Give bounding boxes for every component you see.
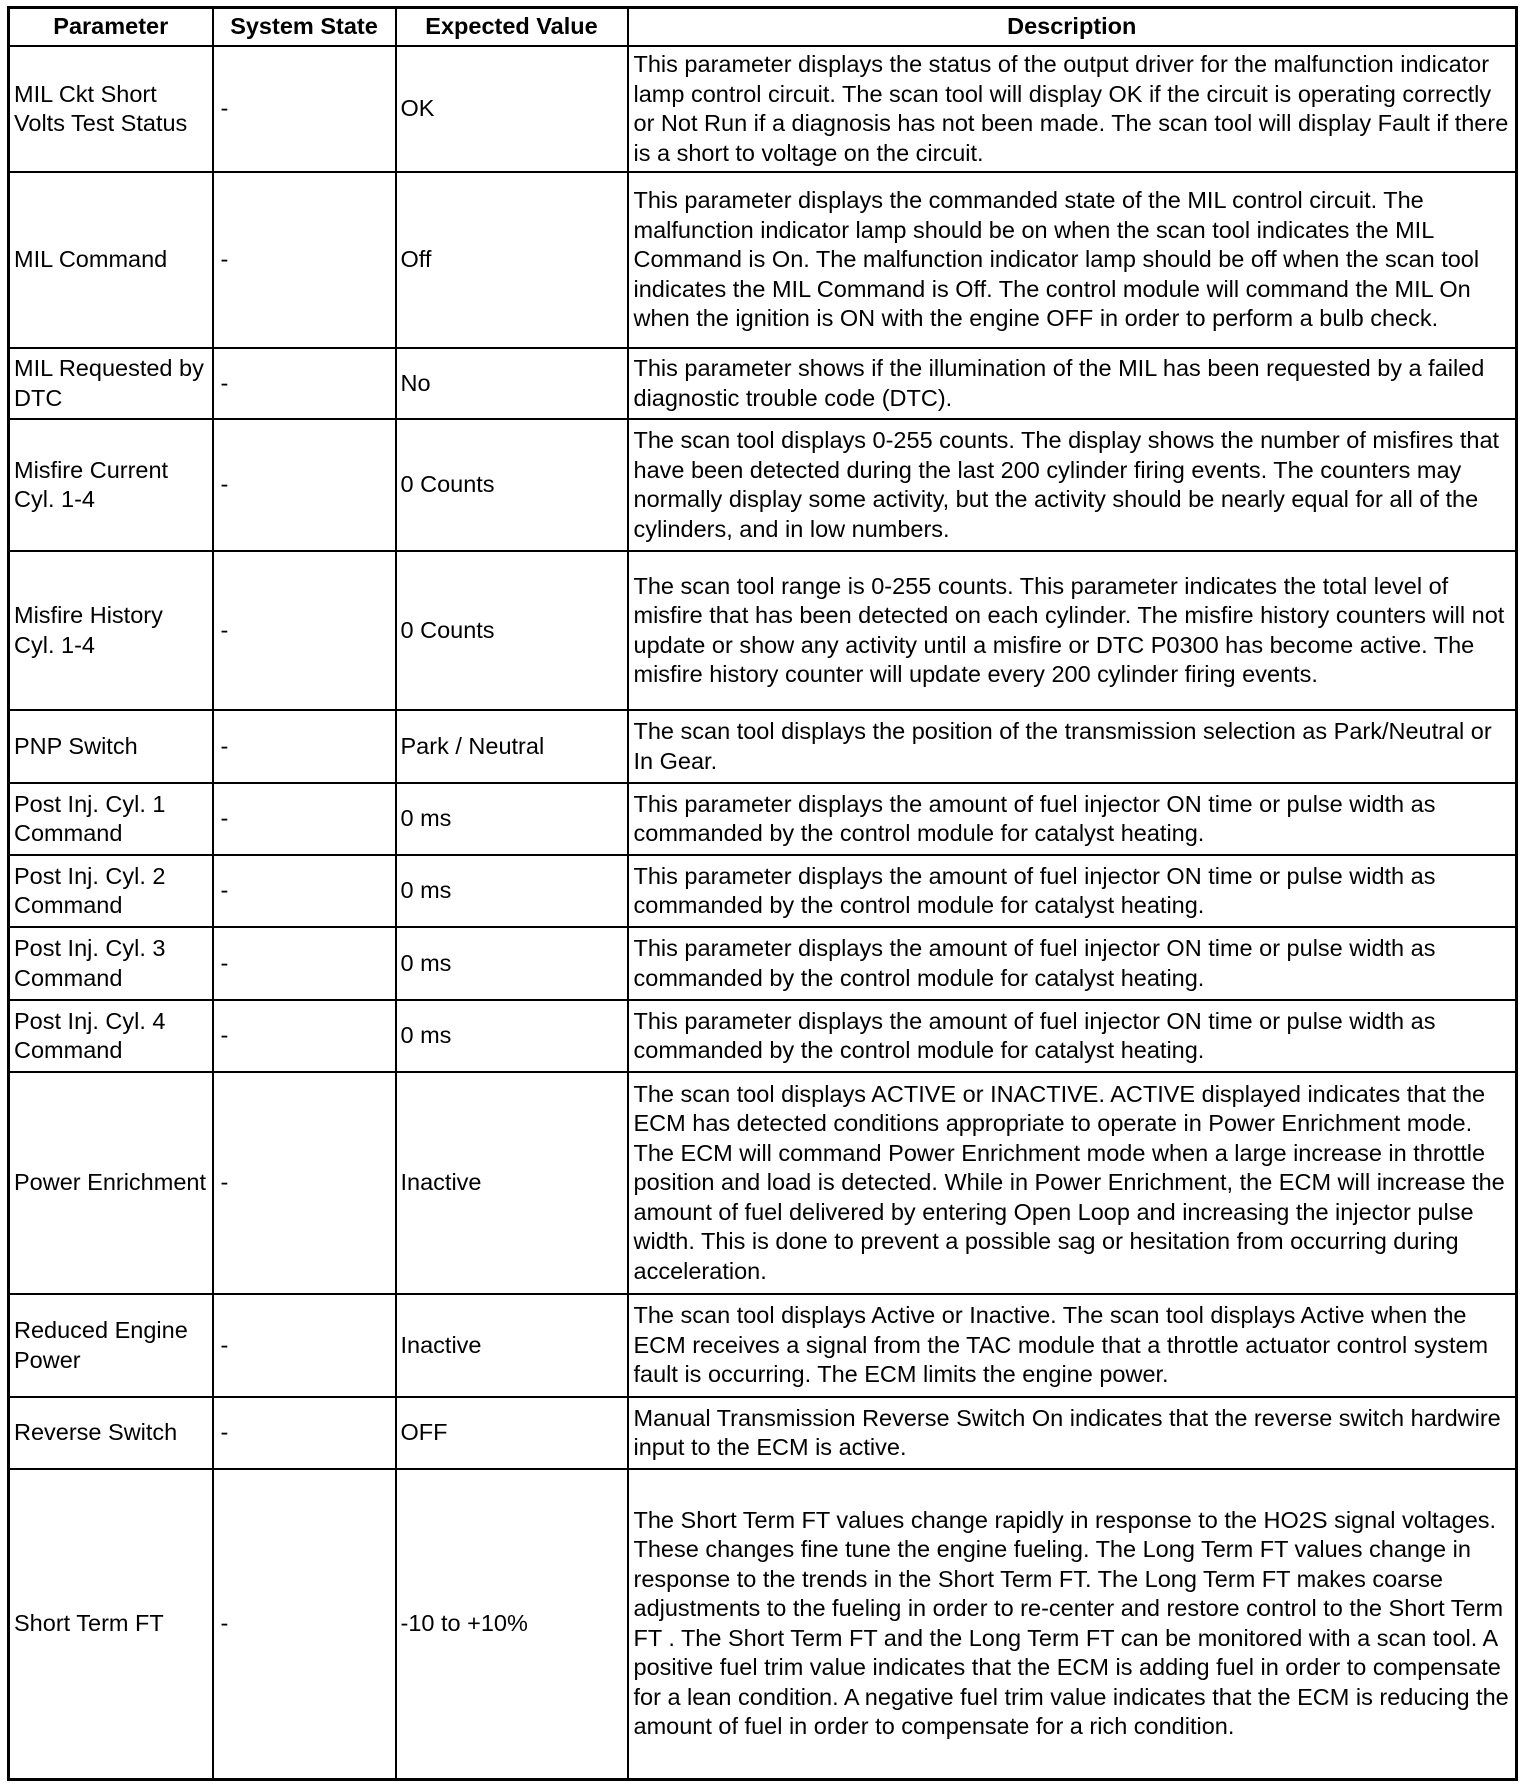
parameter-cell: MIL Requested by DTC [9,348,213,419]
expected-value-cell: Off [396,172,628,348]
expected-value-cell: No [396,348,628,419]
parameter-table-container [7,6,1515,1781]
parameter-cell: Post Inj. Cyl. 2 Command [9,855,213,927]
expected-value-cell: 0 Counts [396,419,628,551]
system-state-cell: - [213,172,396,348]
table-row [9,172,1517,348]
system-state-cell: - [213,1000,396,1072]
parameter-cell: Reverse Switch [9,1397,213,1469]
parameter-cell: PNP Switch [9,710,213,783]
table-row [9,855,1517,927]
table-row [9,46,1517,172]
system-state-cell: - [213,551,396,710]
header-description: Description [628,8,1517,47]
system-state-cell: - [213,419,396,551]
table-header [9,8,1517,47]
system-state-cell: - [213,1072,396,1294]
system-state-cell: - [213,1397,396,1469]
table-row [9,419,1517,551]
system-state-cell: - [213,348,396,419]
expected-value-cell: OFF [396,1397,628,1469]
description-cell: Manual Transmission Reverse Switch On indicates that the reverse switch hardwire input to the ECM is active. [628,1397,1517,1469]
expected-value-cell: OK [396,46,628,172]
parameter-cell: MIL Command [9,172,213,348]
expected-value-cell: Park / Neutral [396,710,628,783]
table-row [9,1000,1517,1072]
table-row [9,348,1517,419]
table-row [9,783,1517,855]
system-state-cell: - [213,855,396,927]
expected-value-cell: 0 ms [396,1000,628,1072]
table-row [9,551,1517,710]
expected-value-cell: 0 ms [396,927,628,1000]
description-cell: This parameter displays the status of the output driver for the malfunction indicator lamp control circuit. The scan tool will display OK if the circuit is operating correctly or Not Run if a diagnosis has not been made. The scan tool will display Fault if there is a short to voltage on the circuit. [628,46,1517,172]
table-row [9,1397,1517,1469]
table-row [9,710,1517,783]
header-row [9,8,1517,47]
table-body [9,46,1517,1779]
table-row [9,1469,1517,1779]
description-cell: This parameter displays the amount of fuel injector ON time or pulse width as commanded by the control module for catalyst heating. [628,1000,1517,1072]
parameter-cell: Misfire History Cyl. 1-4 [9,551,213,710]
description-cell: This parameter shows if the illumination of the MIL has been requested by a failed diagnostic trouble code (DTC). [628,348,1517,419]
header-parameter: Parameter [9,8,213,47]
expected-value-cell: Inactive [396,1294,628,1397]
system-state-cell: - [213,1469,396,1779]
description-cell: The Short Term FT values change rapidly in response to the HO2S signal voltages. These changes fine tune the engine fueling. The Long Term FT values change in response to the trends in the Short Term FT. The Long Term FT makes coarse adjustments to the fueling in order to re-center and restore control to the Short Term FT . The Short Term FT and the Long Term FT can be monitored with a scan tool. A positive fuel trim value indicates that the ECM is adding fuel in order to compensate for a lean condition. A negative fuel trim value indicates that the ECM is reducing the amount of fuel in order to compensate for a rich condition. [628,1469,1517,1779]
parameter-cell: Short Term FT [9,1469,213,1779]
expected-value-cell: 0 ms [396,855,628,927]
description-cell: This parameter displays the commanded state of the MIL control circuit. The malfunction indicator lamp should be on when the scan tool indicates the MIL Command is On. The malfunction indicator lamp should be off when the scan tool indicates the MIL Command is Off. The control module will command the MIL On when the ignition is ON with the engine OFF in order to perform a bulb check. [628,172,1517,348]
system-state-cell: - [213,927,396,1000]
description-cell: This parameter displays the amount of fuel injector ON time or pulse width as commanded by the control module for catalyst heating. [628,855,1517,927]
expected-value-cell: 0 ms [396,783,628,855]
table-row [9,927,1517,1000]
header-expected-value: Expected Value [396,8,628,47]
header-system-state: System State [213,8,396,47]
description-cell: This parameter displays the amount of fuel injector ON time or pulse width as commanded by the control module for catalyst heating. [628,927,1517,1000]
parameter-cell: Misfire Current Cyl. 1-4 [9,419,213,551]
description-cell: The scan tool range is 0-255 counts. This parameter indicates the total level of misfire that has been detected on each cylinder. The misfire history counters will not update or show any activity until a misfire or DTC P0300 has become active. The misfire history counter will update every 200 cylinder firing events. [628,551,1517,710]
parameter-cell: Post Inj. Cyl. 1 Command [9,783,213,855]
system-state-cell: - [213,46,396,172]
expected-value-cell: 0 Counts [396,551,628,710]
table-row [9,1072,1517,1294]
expected-value-cell: Inactive [396,1072,628,1294]
system-state-cell: - [213,710,396,783]
parameter-table [7,6,1518,1781]
system-state-cell: - [213,783,396,855]
table-row [9,1294,1517,1397]
description-cell: The scan tool displays 0-255 counts. The display shows the number of misfires that have been detected during the last 200 cylinder firing events. The counters may normally display some activity, but the activity should be nearly equal for all of the cylinders, and in low numbers. [628,419,1517,551]
parameter-cell: Post Inj. Cyl. 4 Command [9,1000,213,1072]
description-cell: This parameter displays the amount of fuel injector ON time or pulse width as commanded by the control module for catalyst heating. [628,783,1517,855]
parameter-cell: Post Inj. Cyl. 3 Command [9,927,213,1000]
system-state-cell: - [213,1294,396,1397]
parameter-cell: Reduced Engine Power [9,1294,213,1397]
parameter-cell: Power Enrichment [9,1072,213,1294]
description-cell: The scan tool displays the position of the transmission selection as Park/Neutral or In Gear. [628,710,1517,783]
description-cell: The scan tool displays Active or Inactive. The scan tool displays Active when the ECM receives a signal from the TAC module that a throttle actuator control system fault is occurring. The ECM limits the engine power. [628,1294,1517,1397]
expected-value-cell: -10 to +10% [396,1469,628,1779]
parameter-cell: MIL Ckt Short Volts Test Status [9,46,213,172]
description-cell: The scan tool displays ACTIVE or INACTIVE. ACTIVE displayed indicates that the ECM has detected conditions appropriate to operate in Power Enrichment mode. The ECM will command Power Enrichment mode when a large increase in throttle position and load is detected. While in Power Enrichment, the ECM will increase the amount of fuel delivered by entering Open Loop and increasing the injector pulse width. This is done to prevent a possible sag or hesitation from occurring during acceleration. [628,1072,1517,1294]
